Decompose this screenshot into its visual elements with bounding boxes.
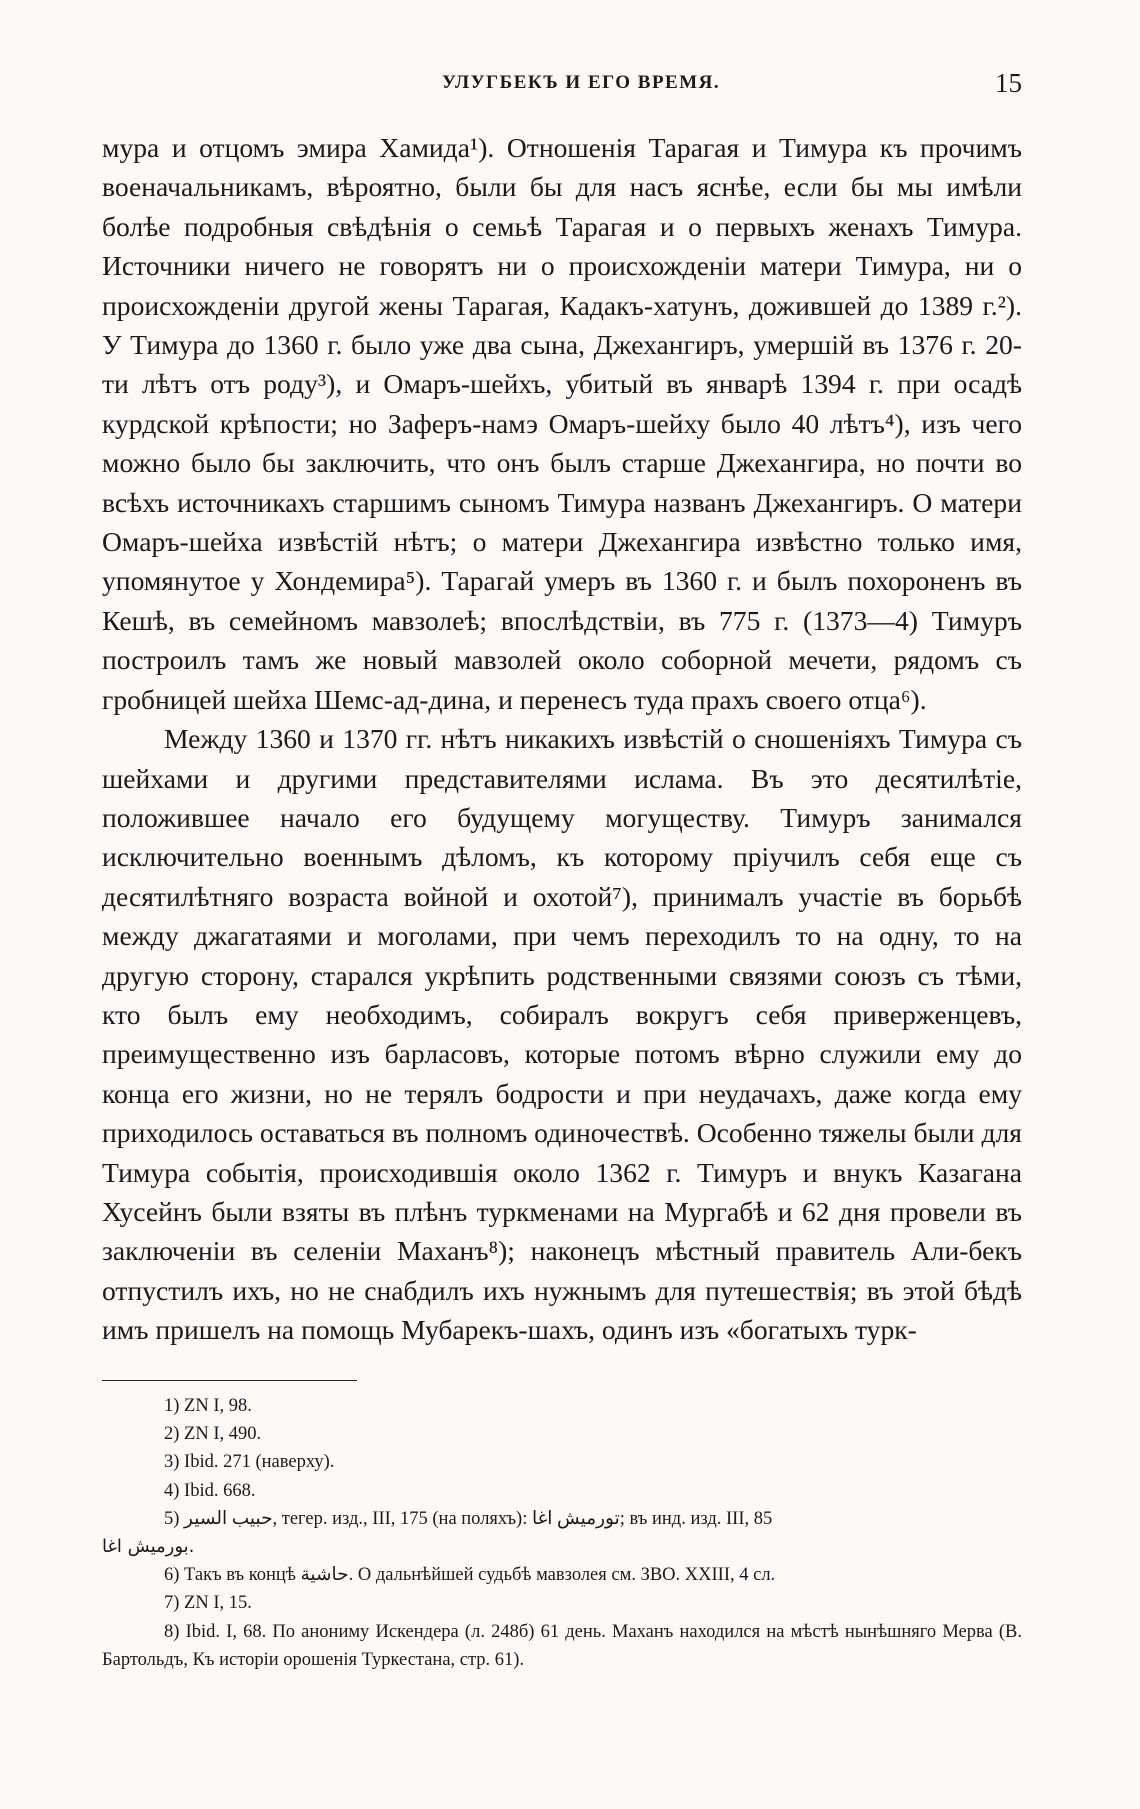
paragraph: мура и отцомъ эмира Хамида¹). Отношенія Тарагая и Тимура къ прочимъ военачальникамъ, вѣроятно, были бы для насъ яснѣе, если бы мы имѣли болѣе подробныя свѣдѣнія о семьѣ Тарагая и о первыхъ женахъ Тимура. Источники ничего не говорятъ ни о происхожденіи матери Тимура, ни о происхожденіи другой жены Тарагая, Кадакъ-хатунъ, дожившей до 1389 г.²). У Тимура до 1360 г. было уже два сына, Джехангиръ, умершій въ 1376 г. 20-ти лѣтъ отъ роду³), и Омаръ-шейхъ, убитый въ январѣ 1394 г. при осадѣ курдской крѣпости; но Зaферъ-намэ Омаръ-шейху было 40 лѣтъ⁴), изъ чего можно было бы заключить, что онъ былъ старше Джехангира, но почти во всѣхъ источникахъ старшимъ сыномъ Тимура названъ Джехангиръ. О матери Омаръ-шейха извѣстій нѣтъ; о матери Джехангира извѣстно только имя, упомянутое у Хондемира⁵). Тарагай умеръ въ 1360 г. и былъ похороненъ въ Кешѣ, въ семейномъ мавзолеѣ; впослѣдствіи, въ 775 г. (1373—4) Тимуръ построилъ тамъ же новый мавзолей около соборной мечети, рядомъ съ гробницей шейха Шемс-ад-дина, и перенесъ туда прахъ своего отца⁶). — [102, 132, 1022, 715]
footnote: 1) ZN I, 98. — [164, 1396, 252, 1416]
footnote: 8) Ibid. I, 68. По анониму Искендера (л. 248б) 61 день. Маханъ находился на мѣстѣ нынѣшняго Мерва (В. Бартольдъ, Къ исторіи орошенія Туркестана, стр. 61). — [102, 1621, 1022, 1670]
footnote: 7) ZN I, 15. — [164, 1593, 252, 1614]
page-header — [102, 70, 1022, 100]
footnote: 6) Такъ въ концѣ حاشية. О дальнѣйшей судьбѣ мавзолея см. ЗВО. XXIII, 4 сл. — [164, 1565, 776, 1586]
footnotes — [102, 1392, 1022, 1674]
footnote: 2) ZN I, 490. — [164, 1424, 262, 1445]
footnote: 3) Ibid. 271 (наверху). — [164, 1452, 335, 1473]
page-number: 15 — [995, 68, 1022, 98]
main-text — [102, 128, 1022, 1350]
paragraph: Между 1360 и 1370 гг. нѣтъ никакихъ извѣстій о сношеніяхъ Тимура съ шейхами и другими представителями ислама. Въ это десятилѣтіе, положившее начало его будущему могуществу. Тимуръ занимался исключительно военнымъ дѣломъ, къ которому пріучилъ себя еще съ десятилѣтняго возраста войной и охотой⁷), принималъ участіе въ борьбѣ между джагатаями и моголами, при чемъ переходилъ то на одну, то на другую сторону, старался укрѣпить родственными связями союзъ съ тѣми, кто былъ ему необходимъ, собиралъ вокругъ себя приверженцевъ, преимущественно изъ барласовъ, которые потомъ вѣрно служили ему до конца его жизни, но не терялъ бодрости и при неудачахъ, даже когда ему приходилось оставаться въ полномъ одиночествѣ. Особенно тяжелы были для Тимура событія, происходившія около 1362 г. Тимуръ и внукъ Казагана Хусейнъ были взяты въ плѣнъ туркменами на Мургабѣ и 62 дня провели въ заключеніи въ селеніи Маханъ⁸); наконецъ мѣстный правитель Али-бекъ отпустилъ ихъ, но не снабдилъ ихъ нужнымъ для путешествія; въ этой бѣдѣ имъ пришелъ на помощь Мубарекъ-шахъ, одинъ изъ «богатыхъ турк- — [102, 723, 1022, 1346]
footnote: 5) حبيب السير, тегер. изд., III, 175 (на поляхъ): تورميش اغا; въ инд. изд. III, 85 — [164, 1508, 773, 1529]
footnote-separator — [102, 1380, 357, 1381]
footnote: 4) Ibid. 668. — [164, 1480, 256, 1501]
running-title: УЛУГБЕКЪ И ЕГО ВРЕМЯ. — [442, 72, 721, 93]
footnote-continuation: بورميش اغا. — [102, 1536, 195, 1558]
